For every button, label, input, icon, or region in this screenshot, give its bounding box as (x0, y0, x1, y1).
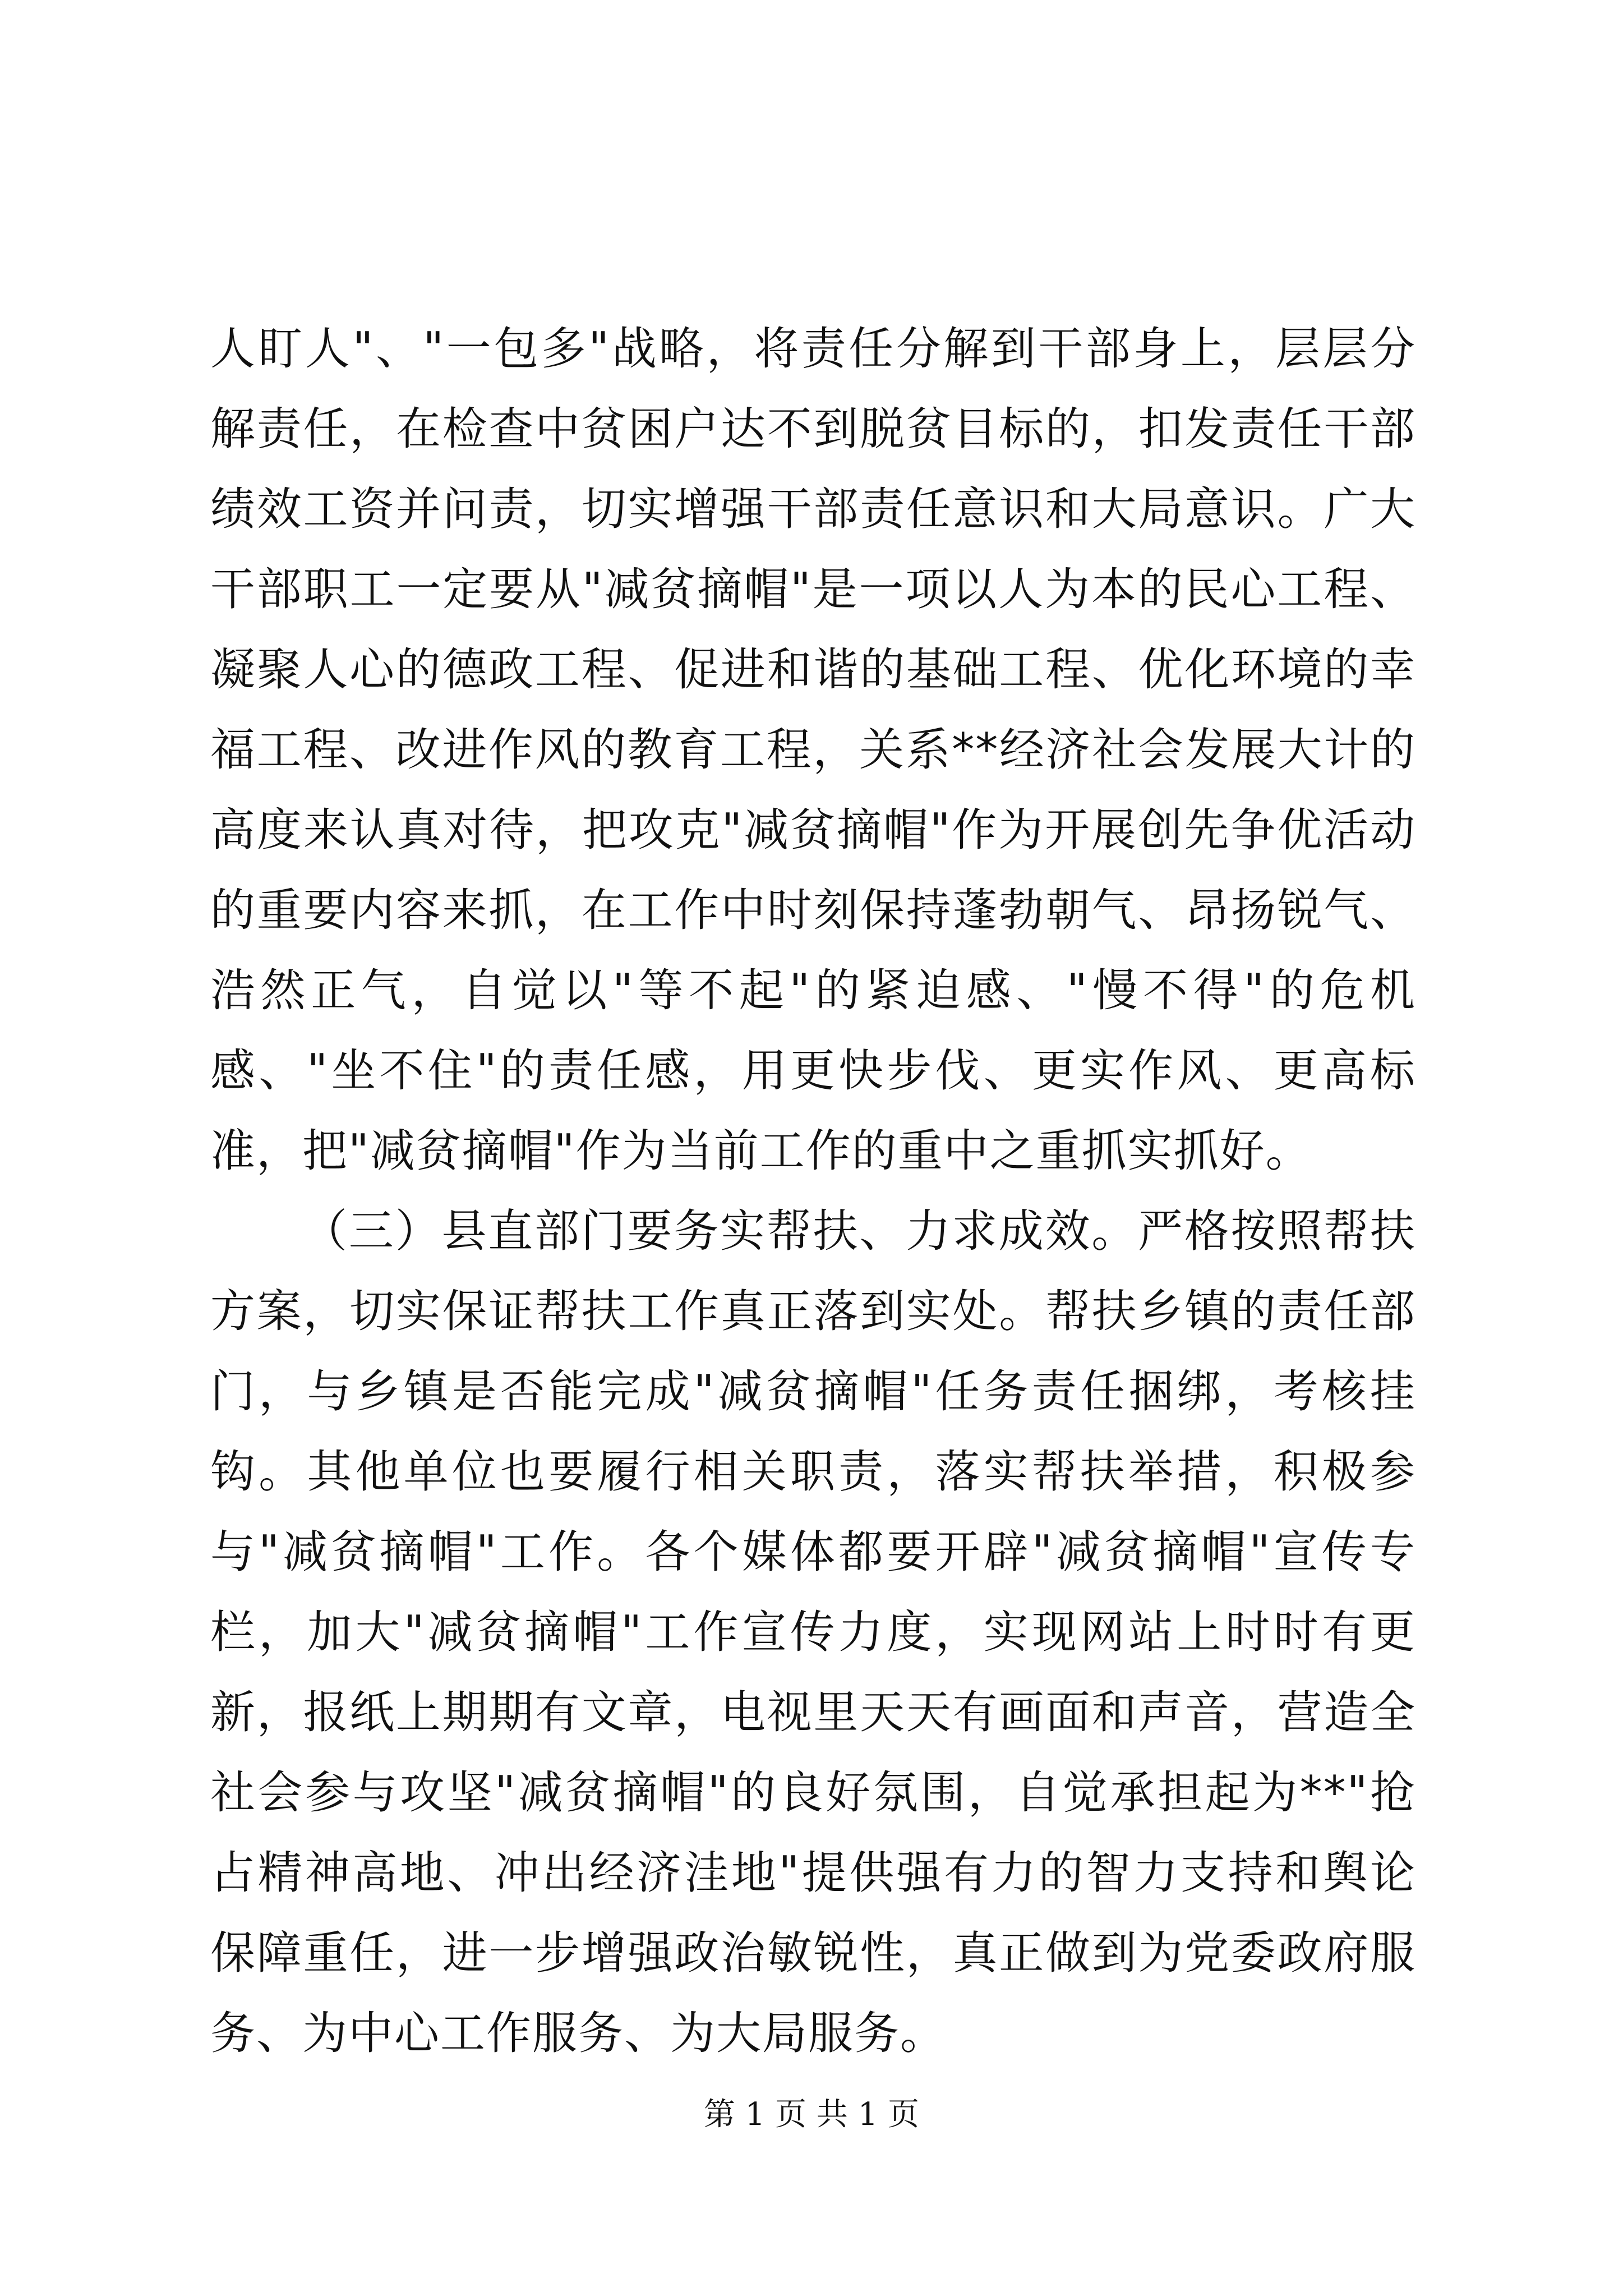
document-body (210, 309, 1416, 2073)
paragraph-continuation: 人盯人"、"一包多"战略，将责任分解到干部身上，层层分解责任，在检查中贫困户达不到脱贫目标的，扣发责任干部绩效工资并问责，切实增强干部责任意识和大局意识。广大干部职工一定要从"减贫摘帽"是一项以人为本的民心工程、凝聚人心的德政工程、促进和谐的基础工程、优化环境的幸福工程、改进作风的教育工程，关系**经济社会发展大计的高度来认真对待，把攻克"减贫摘帽"作为开展创先争优活动的重要内容来抓，在工作中时刻保持蓬勃朝气、昂扬锐气、浩然正气，自觉以"等不起"的紧迫感、"慢不得"的危机感、"坐不住"的责任感，用更快步伐、更实作风、更高标准，把"减贫摘帽"作为当前工作的重中之重抓实抓好。 (210, 323, 1416, 1177)
page-footer: 第 1 页 共 1 页 (703, 2096, 920, 2133)
paragraph-section-three: （三）县直部门要务实帮扶、力求成效。严格按照帮扶方案，切实保证帮扶工作真正落到实处。帮扶乡镇的责任部门，与乡镇是否能完成"减贫摘帽"任务责任捆绑，考核挂钩。其他单位也要履行相关职责，落实帮扶举措，积极参与"减贫摘帽"工作。各个媒体都要开辟"减贫摘帽"宣传专栏，加大"减贫摘帽"工作宣传力度，实现网站上时时有更新，报纸上期期有文章，电视里天天有画面和声音，营造全社会参与攻坚"减贫摘帽"的良好氛围，自觉承担起为**"抢占精神高地、冲出经济洼地"提供强有力的智力支持和舆论保障重任，进一步增强政治敏锐性，真正做到为党委政府服务、为中心工作服务、为大局服务。 (210, 1205, 1416, 2059)
